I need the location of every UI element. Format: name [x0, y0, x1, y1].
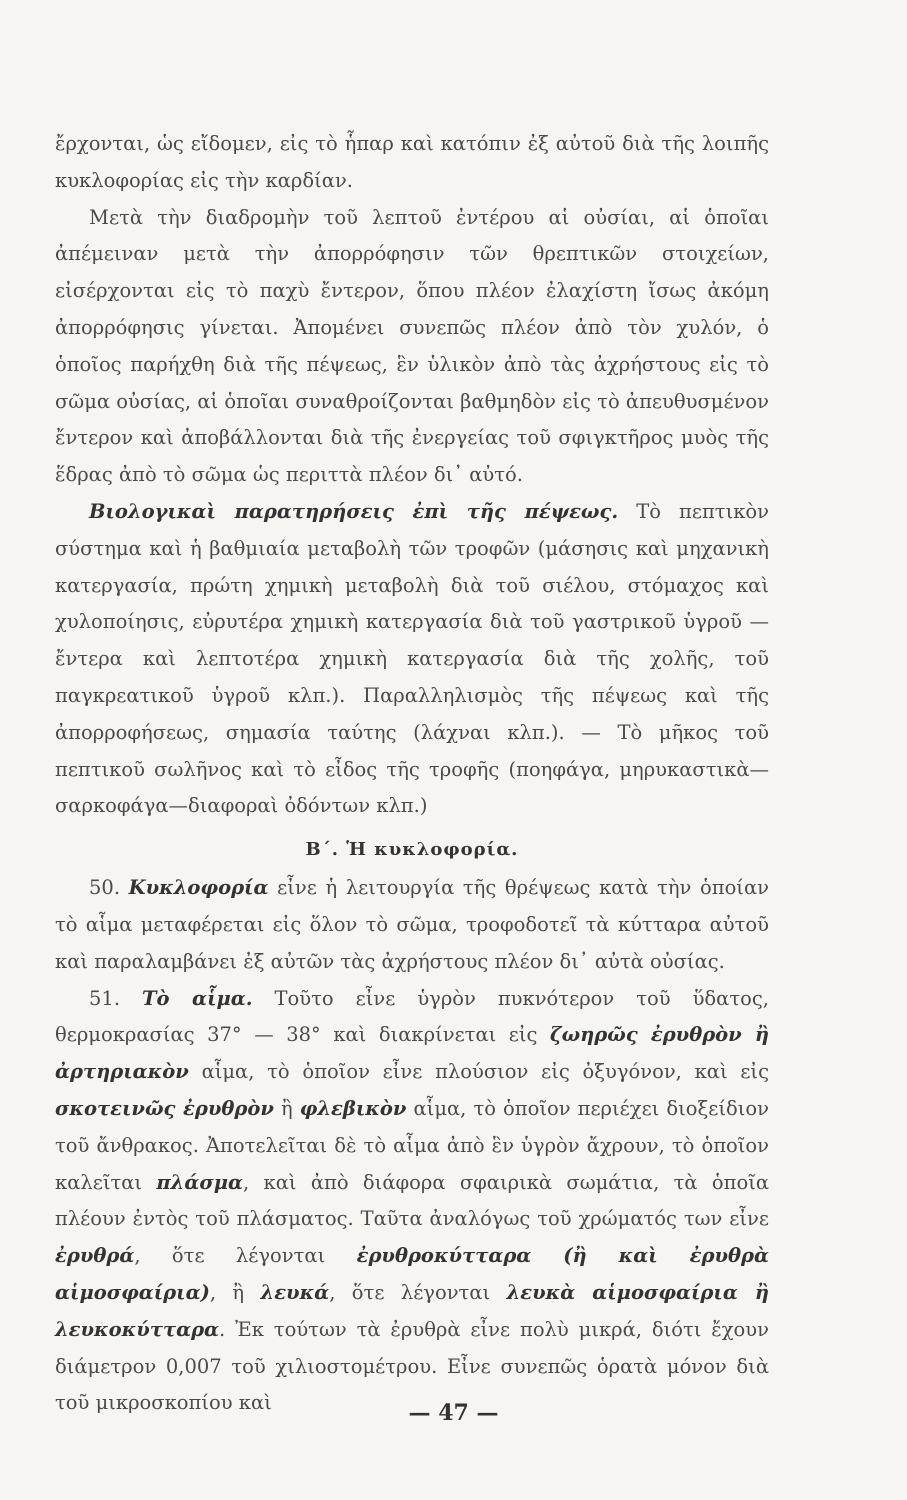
term-blood: Τὸ αἷμα. — [141, 986, 253, 1010]
paragraph-number-51: 51. — [89, 986, 142, 1010]
blood-text-8: , ὅτε λέγονται — [329, 1280, 507, 1304]
page-number: — 47 — — [408, 1400, 499, 1426]
blood-text-3: ἢ — [273, 1096, 300, 1120]
term-dark-red: σκοτεινῶς ἐρυθρὸν — [55, 1096, 274, 1120]
circulation-text: εἶνε ἡ λειτουργία τῆς θρέψεως κατὰ τὴν ὁποίαν τὸ αἷμα μεταφέρεται εἰς ὅλον τὸ σῶμα, τροφοδοτεῖ τὰ κύτταρα αὐτοῦ καὶ παραλαμβάνει ἐξ αὐτῶν τὰς ἀχρήστους πλέον δι᾽ αὐτὰ οὐσίας. — [55, 876, 769, 973]
term-circulation: Κυκλοφορία — [128, 876, 269, 900]
term-leukocytes: λευκὰ αἱμοσφαίρια ἢ λευκοκύτταρα — [55, 1280, 769, 1341]
blood-text-5: , καὶ ἀπὸ διάφορα σφαιρικὰ σωμάτια, τὰ ὁποῖα πλέουν ἐντὸς τοῦ πλάσματος. Ταῦτα ἀναλόγως τοῦ χρώματός των εἶνε — [55, 1170, 770, 1231]
paragraph-continuation: ἔρχονται, ὡς εἴδομεν, εἰς τὸ ἧπαρ καὶ κατόπιν ἐξ αὐτοῦ διὰ τῆς λοιπῆς κυκλοφορίας εἰς τὴν καρδίαν. — [55, 132, 769, 192]
term-venous: φλεβικὸν — [299, 1096, 407, 1120]
term-white: λευκά — [260, 1280, 330, 1304]
blood-text-4: αἷμα, τὸ ὁποῖον περιέχει διοξείδιον τοῦ ἄνθρακος. Ἀποτελεῖται δὲ τὸ αἷμα ἀπὸ ἓν ὑγρὸν ἄχρουν, τὸ ὁποῖον καλεῖται — [55, 1096, 769, 1194]
blood-text-7: , ἢ — [209, 1280, 261, 1304]
paragraph-number-50: 50. — [89, 876, 129, 900]
blood-text-2: αἷμα, τὸ ὁποῖον εἶνε πλούσιον εἰς ὀξυγόνον, καὶ εἰς — [188, 1060, 769, 1084]
blood-text-6: , ὅτε λέγονται — [134, 1244, 357, 1268]
section-heading-circulation: Β΄. Ἡ κυκλοφορία. — [305, 839, 519, 861]
paragraph-circulation-definition — [55, 870, 769, 980]
term-erythrocytes: ἐρυθροκύτταρα (ἢ καὶ ἐρυθρὰ αἱμοσφαίρια) — [55, 1244, 769, 1304]
paragraph-large-intestine: Μετὰ τὴν διαδρομὴν τοῦ λεπτοῦ ἐντέρου αἱ οὐσίαι, αἱ ὁποῖαι ἀπέμειναν μετὰ τὴν ἀπορρόφησιν τῶν θρεπτικῶν στοιχείων, εἰσέρχονται εἰς τὸ παχὺ ἔντερον, ὅπου πλέον ἐλαχίστη ἴσως ἀκόμη ἀπορρόφησις γίνεται. Ἀπομένει συνεπῶς πλέον ἀπὸ τὸν χυλόν, ὁ ὁποῖος παρήχθη διὰ τῆς πέψεως, ἓν ὑλικὸν ἀπὸ τὰς ἀχρήστους εἰς τὸ σῶμα οὐσίας, αἱ ὁποῖαι συναθροίζονται βαθμηδὸν εἰς τὸ ἀπευθυσμένον ἔντερον καὶ ἀποβάλλονται διὰ τῆς ἐνεργείας τοῦ σφιγκτῆρος μυὸς τῆς ἕδρας ἀπὸ τὸ σῶμα ὡς περιττὰ πλέον δι᾽ αὐτό. — [55, 205, 769, 487]
paragraph-blood — [55, 981, 769, 1423]
blood-text-1: Τοῦτο εἶνε ὑγρὸν πυκνότερον τοῦ ὕδατος, θερμοκρασίας 37° — 38° καὶ διακρίνεται εἰς — [55, 986, 769, 1047]
blood-text-9: . Ἐκ τούτων τὰ ἐρυθρὰ εἶνε πολὺ μικρά, διότι ἔχουν διάμετρον 0,007 τοῦ χιλιοστομέτρου. Εἶνε συνεπῶς ὁρατὰ μόνον διὰ τοῦ μικροσκοπίου καὶ — [55, 1317, 769, 1415]
observations-heading: Βιολογικαὶ παρατηρήσεις ἐπὶ τῆς πέψεως. — [89, 499, 619, 523]
term-plasma: πλάσμα — [156, 1170, 244, 1194]
term-red: ἐρυθρά — [55, 1244, 135, 1268]
paragraph-biological-observations — [55, 494, 769, 825]
observations-text: Τὸ πεπτικὸν σύστημα καὶ ἡ βαθμιαία μεταβολὴ τῶν τροφῶν (μάσησις καὶ μηχανικὴ κατεργασία, πρώτη χημικὴ μεταβολὴ διὰ τοῦ σιέλου, στόμαχος καὶ χυλοποίησις, εὐρυτέρα χημικὴ κατεργασία διὰ τοῦ γαστρικοῦ ὑγροῦ — ἔντερα καὶ λεπτοτέρα χημικὴ κατεργασία διὰ τῆς χολῆς, τοῦ παγκρεατικοῦ ὑγροῦ κλπ.). Παραλληλισμὸς τῆς πέψεως καὶ τῆς ἀπορροφήσεως, σημασία ταύτης (λάχναι κλπ.). — Τὸ μῆκος τοῦ πεπτικοῦ σωλῆνος καὶ τὸ εἶδος τῆς τροφῆς (ποηφάγα, μηρυκαστικὰ—σαρκοφάγα—διαφοραὶ ὀδόντων κλπ.) — [55, 499, 769, 818]
term-arterial-blood: ζωηρῶς ἐρυθρὸν ἢ ἀρτηριακὸν — [55, 1023, 769, 1084]
